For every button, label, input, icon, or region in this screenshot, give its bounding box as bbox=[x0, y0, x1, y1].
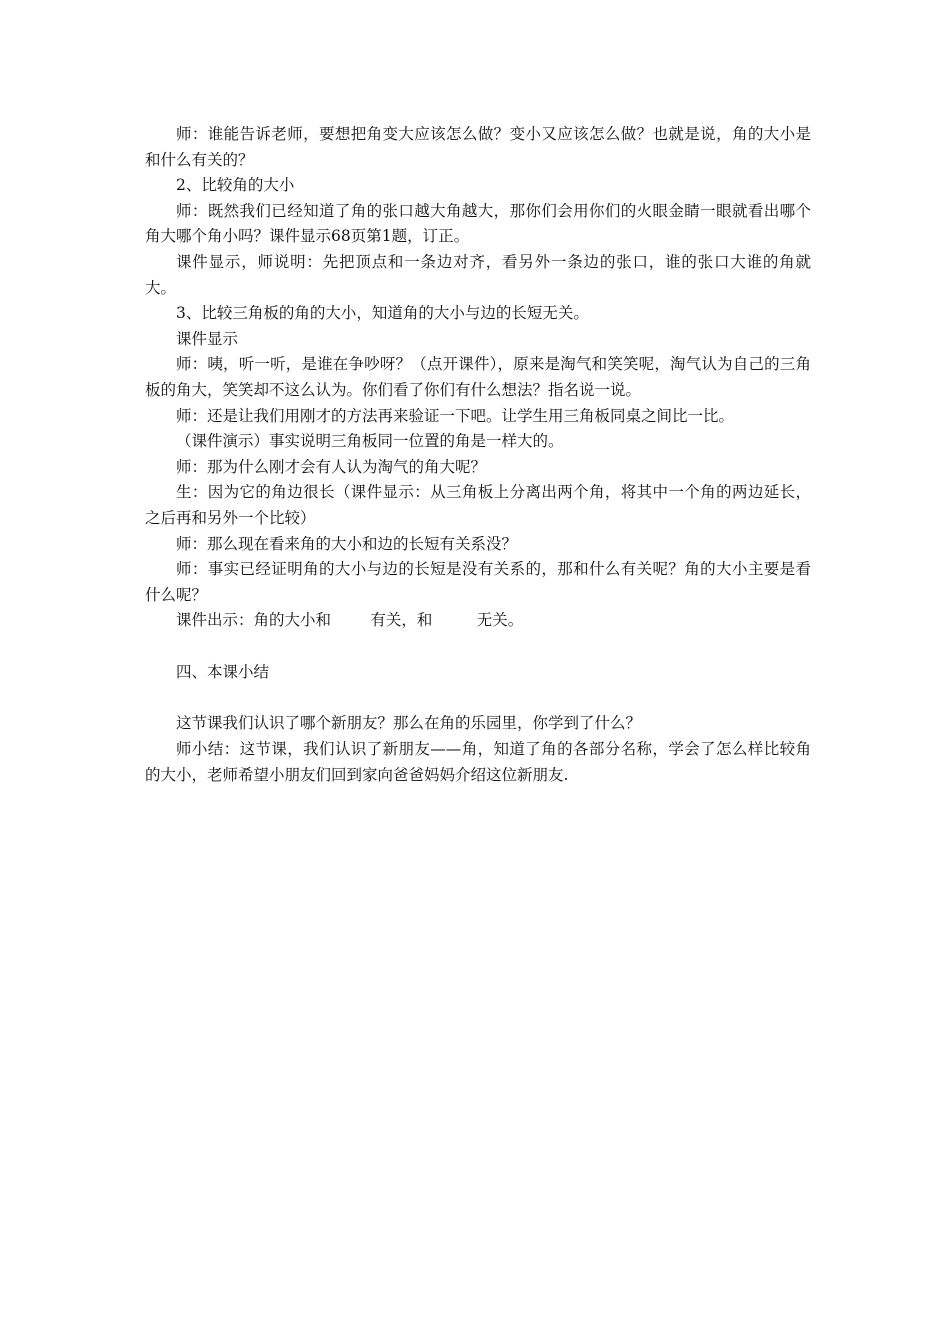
paragraph-teacher-question: 师：谁能告诉老师，要想把角变大应该怎么做？变小又应该怎么做？也就是说，角的大小是和什么有关的？ bbox=[145, 125, 811, 169]
paragraph-teacher-summary: 师小结：这节课，我们认识了新朋友——角，知道了角的各部分名称，学会了怎么样比较角的大小，老师希望小朋友们回到家向爸爸妈妈介绍这位新朋友. bbox=[145, 740, 811, 784]
paragraph-summary-question: 这节课我们认识了哪个新朋友？那么在角的乐园里，你学到了什么？ bbox=[176, 714, 642, 733]
paragraph-courseware-explanation: 课件显示，师说明：先把顶点和一条边对齐，看另外一条边的张口，谁的张口大谁的角就大。 bbox=[145, 252, 811, 297]
spacer bbox=[145, 685, 811, 711]
section-heading-summary: 四、本课小结 bbox=[176, 662, 270, 681]
paragraph-student-answer: 生：因为它的角边很长（课件显示：从三角板上分离出两个角，将其中一个角的两边延长，之后再和另外一个比较） bbox=[145, 483, 811, 527]
paragraph-courseware-display: 课件显示 bbox=[176, 329, 239, 348]
paragraph-conclusion-question: 师：事实已经证明角的大小与边的长短是没有关系的，那和什么有关呢？角的大小主要是看什么呢？ bbox=[145, 560, 811, 604]
paragraph-verify: 师：还是让我们用刚才的方法再来验证一下吧。让学生用三角板同桌之间比一比。 bbox=[176, 406, 735, 425]
paragraph-argument-story: 师：咦，听一听，是谁在争吵呀？（点开课件），原来是淘气和笑笑呢，淘气认为自己的三角板的角大，笑笑却不这么认为。你们看了你们有什么想法？指名说一说。 bbox=[145, 355, 811, 399]
paragraph-why-question: 师：那为什么刚才会有人认为淘气的角大呢？ bbox=[176, 457, 487, 476]
paragraph-fill-in-blank: 课件出示：角的大小和 有关，和 无关。 bbox=[176, 611, 524, 630]
paragraph-demo-result: （课件演示）事实说明三角板同一位置的角是一样大的。 bbox=[176, 432, 564, 451]
spacer bbox=[145, 634, 811, 660]
subheading-compare-triangle-rulers: 3、比较三角板的角的大小，知道角的大小与边的长短无关。 bbox=[176, 304, 589, 323]
paragraph-teacher-prompt: 师：既然我们已经知道了角的张口越大角越大，那你们会用你们的火眼金睛一眼就看出哪个角大哪个角小吗？课件显示68页第1题，订正。 bbox=[145, 201, 811, 246]
paragraph-relation-question: 师：那么现在看来角的大小和边的长短有关系没？ bbox=[176, 534, 518, 553]
document-body bbox=[145, 122, 811, 788]
subheading-compare-angles: 2、比较角的大小 bbox=[176, 176, 295, 195]
